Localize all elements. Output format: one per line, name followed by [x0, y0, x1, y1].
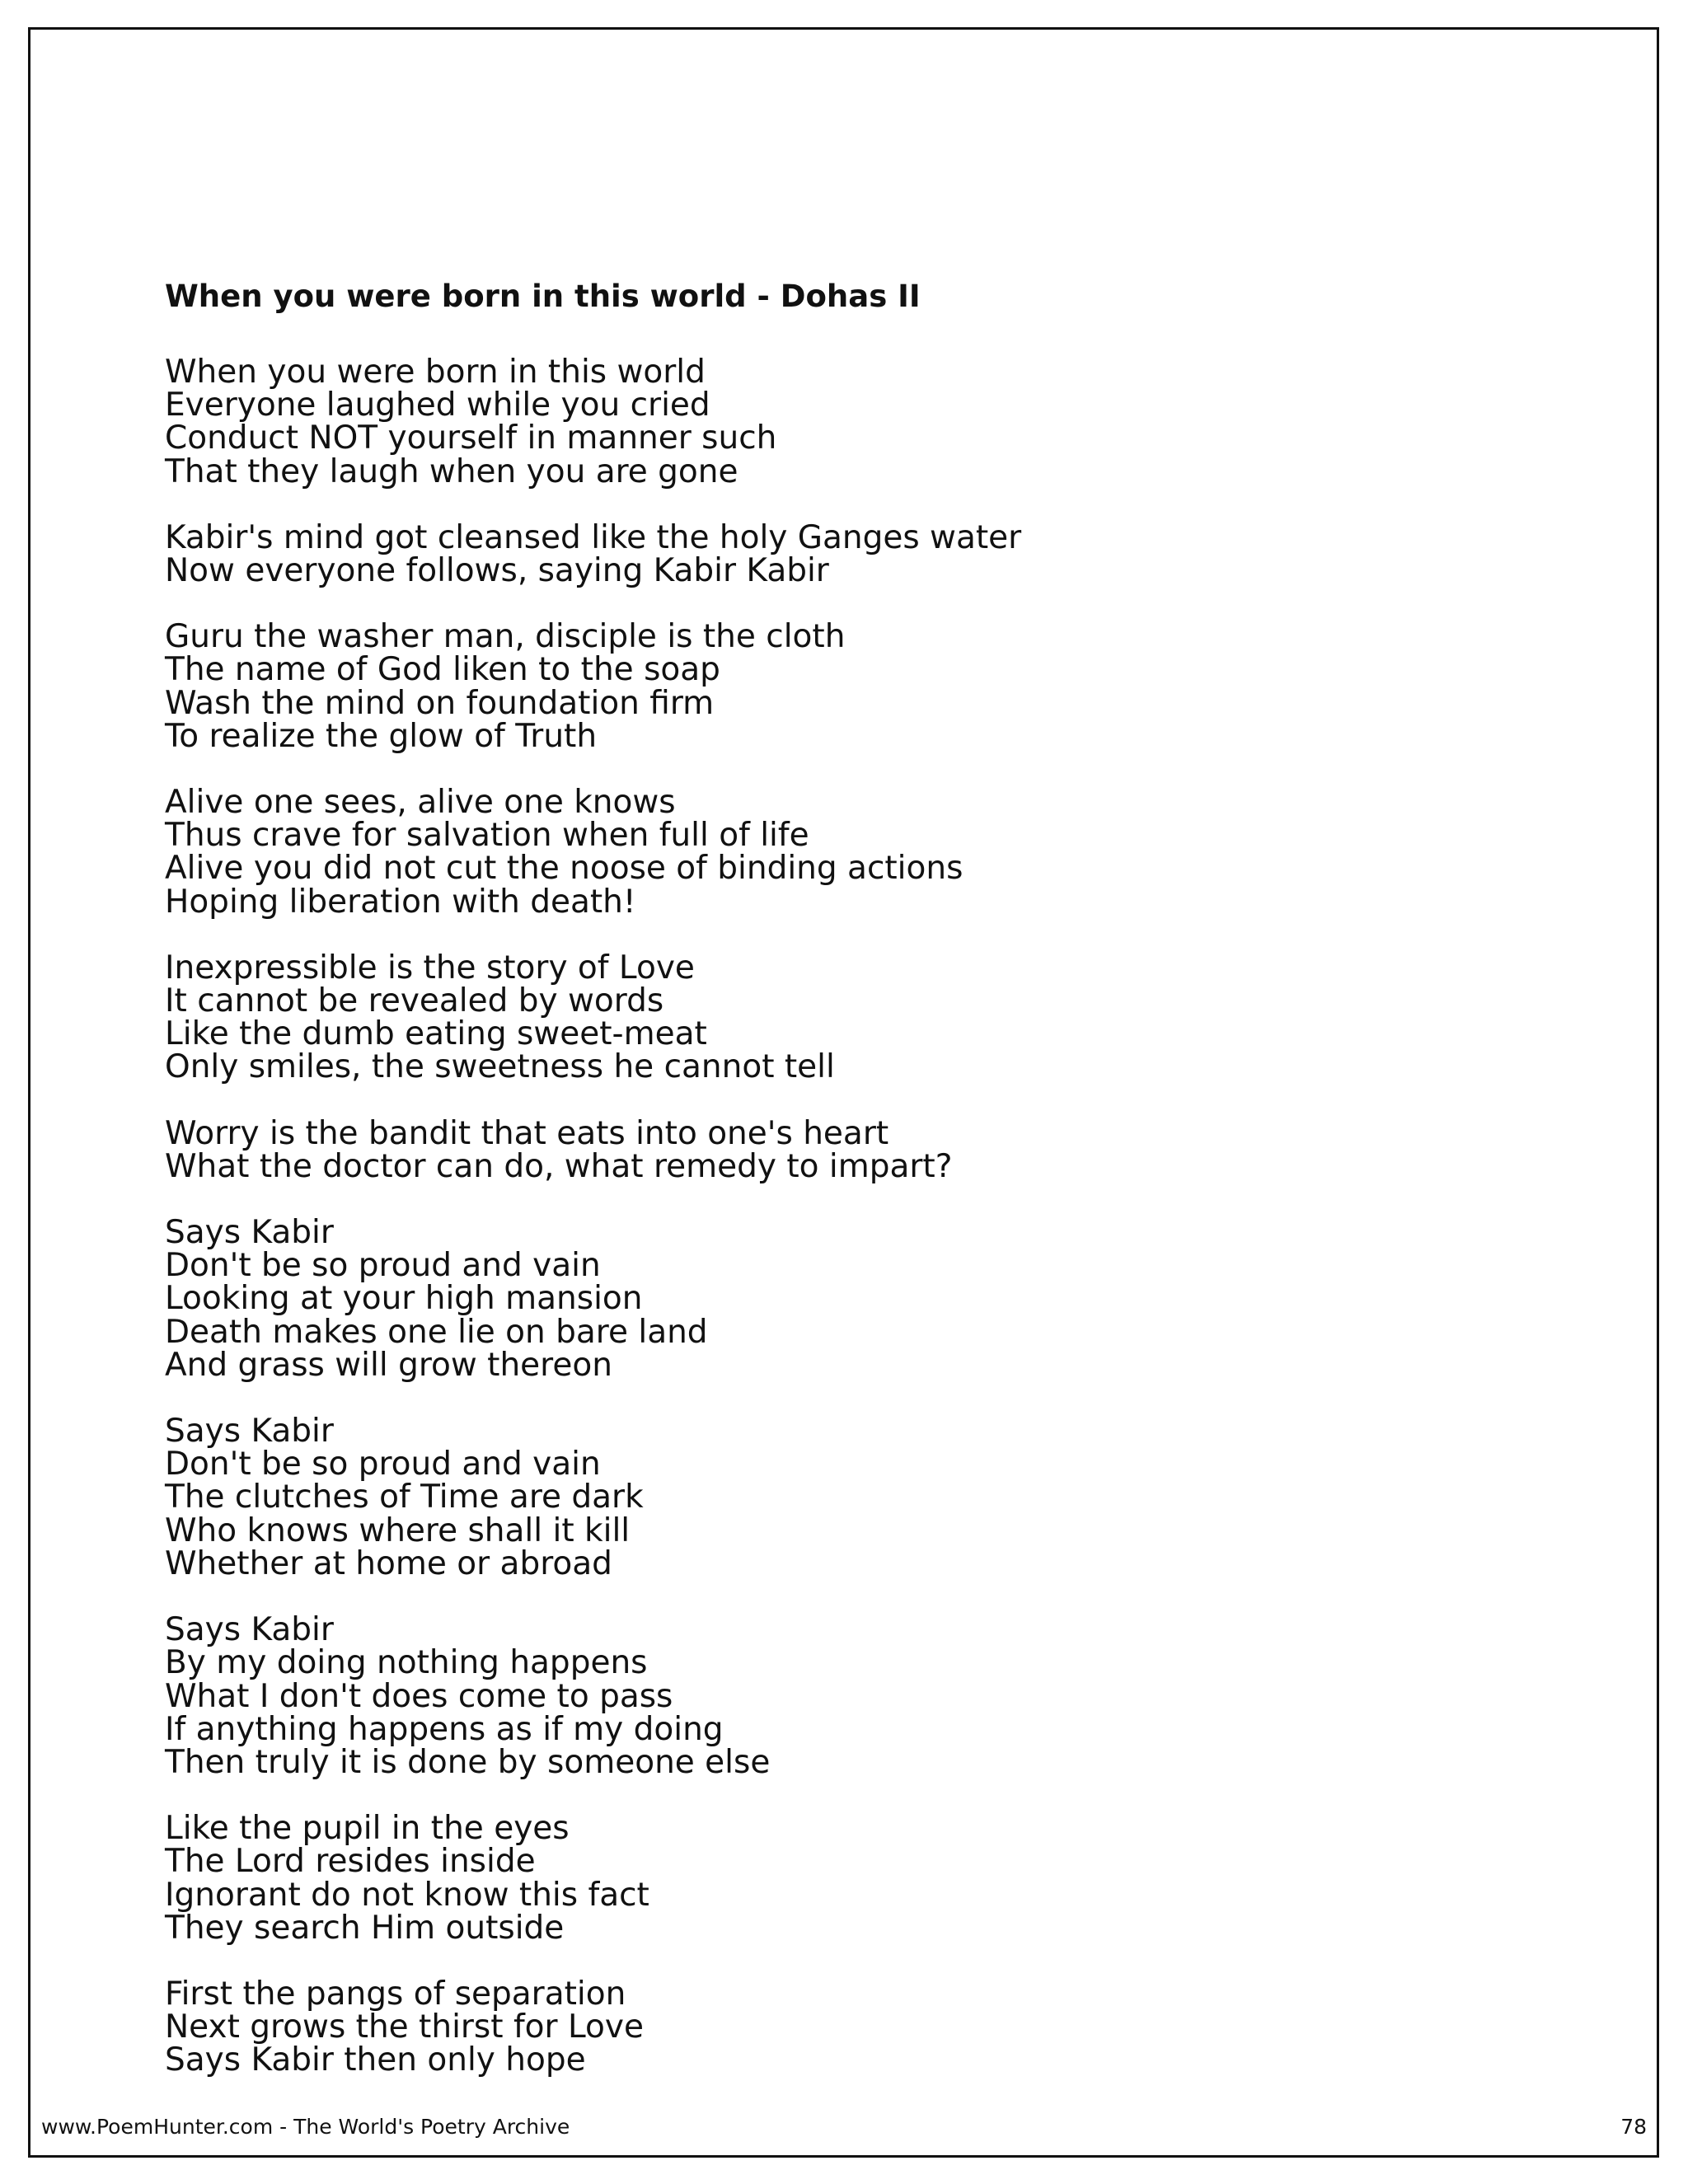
poem-line: Says Kabir then only hope — [165, 2041, 586, 2079]
poem-line: The Lord resides inside — [165, 1843, 536, 1881]
poem-line: Next grows the thirst for Love — [165, 2008, 644, 2046]
stanza — [165, 356, 1566, 489]
stanza — [165, 1415, 1566, 1581]
poem-line: Like the dumb eating sweet-meat — [165, 1015, 707, 1053]
poem-line: Now everyone follows, saying Kabir Kabir — [165, 552, 829, 590]
poem-line: Death makes one lie on bare land — [165, 1313, 708, 1351]
stanza — [165, 518, 1566, 590]
poem-line: What the doctor can do, what remedy to impart? — [165, 1147, 953, 1185]
poem-line: When you were born in this world — [165, 354, 706, 391]
poem-line: Don't be so proud and vain — [165, 1446, 601, 1483]
poem-line: Looking at your high mansion — [165, 1280, 643, 1318]
poem-line: Says Kabir — [165, 1611, 334, 1649]
poem-line: Alive one sees, alive one knows — [165, 784, 676, 822]
poem-line: Worry is the bandit that eats into one's heart — [165, 1114, 889, 1152]
stanza — [165, 1812, 1566, 1945]
poem-line: The name of God liken to the soap — [165, 651, 720, 689]
poem-line: Like the pupil in the eyes — [165, 1810, 570, 1848]
poem-line: That they laugh when you are gone — [165, 452, 738, 490]
poem-line: Don't be so proud and vain — [165, 1247, 601, 1285]
poem-line: What I don't does come to pass — [165, 1677, 673, 1715]
poem-line: Inexpressible is the story of Love — [165, 949, 695, 987]
poem-line: By my doing nothing happens — [165, 1644, 648, 1682]
stanza — [165, 1216, 1566, 1382]
poem-line: If anything happens as if my doing — [165, 1710, 724, 1748]
poem-line: And grass will grow thereon — [165, 1346, 612, 1384]
poem-line: Only smiles, the sweetness he cannot tell — [165, 1048, 835, 1086]
stanza — [165, 618, 1566, 755]
poem-line: Wash the mind on foundation firm — [165, 684, 715, 722]
poem-line: First the pangs of separation — [165, 1975, 626, 2013]
poem-line: Who knows where shall it kill — [165, 1511, 631, 1549]
poem-line: Whether at home or abroad — [165, 1544, 612, 1582]
poem-body — [165, 356, 1566, 2078]
poem-line: Then truly it is done by someone else — [165, 1743, 771, 1781]
poem-line: Hoping liberation with death! — [165, 883, 636, 921]
poem-line: The clutches of Time are dark — [165, 1479, 644, 1516]
poem-content — [165, 277, 1566, 2111]
poem-line: Guru the washer man, disciple is the cloth — [165, 618, 846, 656]
poem-line: Says Kabir — [165, 1214, 334, 1252]
poem-line: Conduct NOT yourself in manner such — [165, 419, 777, 457]
poem-line: Everyone laughed while you cried — [165, 387, 710, 424]
poem-line: To realize the glow of Truth — [165, 717, 598, 755]
poem-line: Alive you did not cut the noose of binding actions — [165, 850, 964, 888]
poem-line: Kabir's mind got cleansed like the holy Ganges water — [165, 518, 1022, 556]
stanza — [165, 786, 1566, 919]
stanza — [165, 1114, 1566, 1185]
poem-title: When you were born in this world - Dohas II — [165, 279, 921, 314]
poem-line: Thus crave for salvation when full of life — [165, 817, 809, 855]
poem-line: Says Kabir — [165, 1413, 334, 1451]
footer-source: www.PoemHunter.com - The World's Poetry Archive — [41, 2115, 570, 2139]
poem-line: It cannot be revealed by words — [165, 982, 664, 1020]
page-number: 78 — [1620, 2115, 1647, 2139]
stanza — [165, 1611, 1566, 1781]
poem-line: Ignorant do not know this fact — [165, 1876, 649, 1914]
poem-line: They search Him outside — [165, 1909, 565, 1947]
stanza — [165, 949, 1566, 1086]
stanza — [165, 1975, 1566, 2079]
